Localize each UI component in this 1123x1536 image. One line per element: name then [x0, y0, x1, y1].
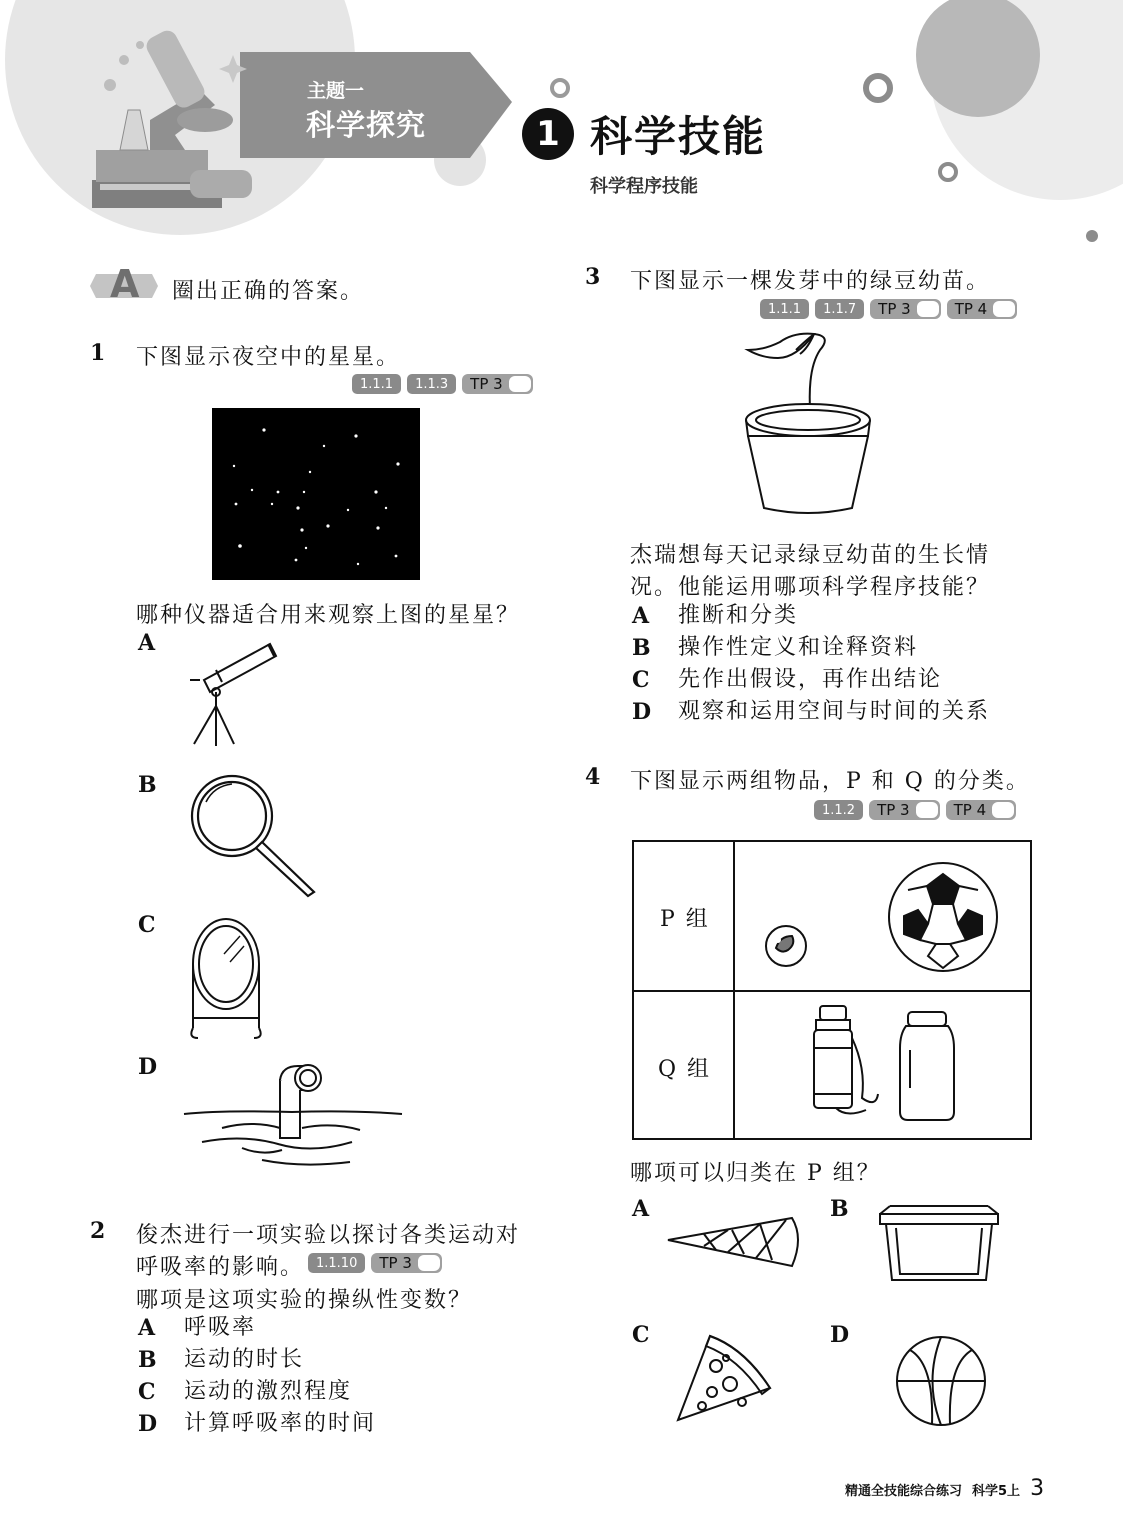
- q1-number: 1: [90, 340, 106, 366]
- q2-option-letter: A: [138, 1315, 158, 1341]
- magnifying-glass-icon[interactable]: [188, 772, 320, 898]
- q1-tp-label: TP 3: [470, 375, 503, 393]
- q3-tp-badge: [947, 299, 1018, 319]
- plastic-container-icon[interactable]: [876, 1204, 1002, 1286]
- q3-option[interactable]: [632, 632, 990, 664]
- q3-option-letter: A: [632, 603, 652, 629]
- q3-option-text: 推断和分类: [678, 603, 799, 628]
- bean-sprout-pot-image: [738, 328, 878, 520]
- table-row-divider: [634, 990, 1030, 992]
- q2-text-line2: 呼吸率的影响。: [136, 1255, 305, 1280]
- q2-option-text: 运动的激烈程度: [184, 1379, 353, 1404]
- q1-tags: [352, 374, 533, 394]
- q3-option-letter: B: [632, 635, 653, 661]
- q2-option-text: 呼吸率: [184, 1315, 257, 1340]
- q3-options: [632, 600, 990, 728]
- q4-tp-box: [916, 802, 938, 818]
- q3-text: 下图显示一棵发芽中的绿豆幼苗。: [630, 269, 991, 294]
- q3-question-line1: 杰瑞想每天记录绿豆幼苗的生长情: [630, 543, 991, 568]
- section-instruction: 圈出正确的答案。: [172, 279, 365, 304]
- night-sky-image: [212, 408, 420, 580]
- group-p-label: P 组: [660, 907, 710, 932]
- q1-option-d-letter[interactable]: D: [138, 1054, 158, 1080]
- q2-options: [138, 1312, 376, 1440]
- q4-tp-box: [992, 802, 1014, 818]
- q3-option[interactable]: [632, 600, 990, 632]
- q3-number: 3: [585, 264, 601, 290]
- footer-subject: 科学5上: [972, 1484, 1021, 1499]
- q2-text-line1: 俊杰进行一项实验以探讨各类运动对: [136, 1223, 521, 1248]
- q3-tp-box: [993, 301, 1015, 317]
- theme-title: 科学探究: [306, 108, 427, 142]
- basketball-icon[interactable]: [894, 1334, 988, 1428]
- q4-text: 下图显示两组物品，P 和 Q 的分类。: [630, 769, 1030, 794]
- page-number: 3: [1030, 1476, 1045, 1501]
- q3-option[interactable]: [632, 696, 990, 728]
- q1-tag: 1.1.3: [407, 374, 456, 394]
- q1-tp-badge: [462, 374, 533, 394]
- table-col-divider: [733, 842, 735, 1138]
- q3-option-letter: D: [632, 699, 654, 725]
- q2-tp-badge: [371, 1253, 442, 1273]
- group-q-label: Q 组: [658, 1057, 712, 1082]
- q3-option[interactable]: [632, 664, 990, 696]
- q4-tags: [814, 800, 1016, 820]
- q4-tp-badge: [946, 800, 1017, 820]
- q2-option[interactable]: [138, 1344, 376, 1376]
- periscope-icon[interactable]: [182, 1060, 404, 1172]
- q2-option[interactable]: [138, 1376, 376, 1408]
- q2-option[interactable]: [138, 1408, 376, 1440]
- q2-option-letter: C: [138, 1379, 158, 1405]
- q4-option-c-letter[interactable]: C: [632, 1322, 650, 1348]
- q3-tag: 1.1.7: [815, 299, 864, 319]
- footer-book-title: 精通全技能综合练习: [845, 1484, 963, 1499]
- q1-option-c-letter[interactable]: C: [138, 912, 156, 938]
- q2-option-letter: B: [138, 1347, 159, 1373]
- mirror-icon[interactable]: [186, 914, 266, 1046]
- chapter-number-badge: [522, 108, 574, 160]
- q3-tp-label: TP 4: [954, 300, 988, 318]
- q3-option-text: 先作出假设，再作出结论: [678, 667, 943, 692]
- q3-tp-box: [917, 301, 939, 317]
- theme-label: 主题一: [307, 80, 365, 102]
- chapter-subtitle: 科学程序技能: [590, 176, 698, 197]
- q2-tags: [308, 1253, 442, 1273]
- q3-option-text: 观察和运用空间与时间的关系: [678, 699, 991, 724]
- section-badge: [90, 262, 158, 306]
- telescope-icon[interactable]: [186, 636, 286, 752]
- marble-icon: [762, 922, 810, 970]
- q3-tp-label: TP 3: [878, 300, 911, 318]
- flask-bottle-icon: [806, 998, 886, 1122]
- q2-tp-label: TP 3: [379, 1254, 412, 1272]
- q1-option-b-letter[interactable]: B: [138, 772, 157, 798]
- q3-option-text: 操作性定义和诠释资料: [678, 635, 919, 660]
- soccer-ball-icon: [886, 860, 1000, 974]
- q2-option-text: 计算呼吸率的时间: [184, 1411, 377, 1436]
- q2-tp-box: [418, 1255, 440, 1271]
- ice-cream-cone-icon[interactable]: [664, 1212, 804, 1270]
- q1-question: 哪种仪器适合用来观察上图的星星？: [136, 603, 521, 628]
- q2-option[interactable]: [138, 1312, 376, 1344]
- q4-number: 4: [585, 764, 601, 790]
- q3-question-line2: 况。他能运用哪项科学程序技能？: [630, 575, 991, 600]
- q2-number: 2: [90, 1218, 106, 1244]
- q4-tp-label: TP 4: [953, 801, 987, 819]
- q2-tag: 1.1.10: [308, 1253, 365, 1273]
- pizza-slice-icon[interactable]: [672, 1332, 776, 1426]
- q1-text: 下图显示夜空中的星星。: [136, 345, 401, 370]
- q1-tp-box: [509, 376, 531, 392]
- q4-option-b-letter[interactable]: B: [830, 1196, 849, 1222]
- q4-option-d-letter[interactable]: D: [830, 1322, 850, 1348]
- q2-question: 哪项是这项实验的操纵性变数？: [136, 1288, 473, 1313]
- q3-tp-badge: [870, 299, 941, 319]
- section-badge-letter: A: [110, 262, 140, 306]
- q2-option-letter: D: [138, 1411, 160, 1437]
- q4-option-a-letter[interactable]: A: [632, 1196, 650, 1222]
- q4-question: 哪项可以归类在 P 组？: [630, 1161, 881, 1186]
- q4-tag: 1.1.2: [814, 800, 863, 820]
- q3-tag: 1.1.1: [760, 299, 809, 319]
- chapter-number: 1: [536, 114, 560, 154]
- q4-tp-badge: [869, 800, 940, 820]
- footer: [845, 1476, 1044, 1501]
- q3-tags: [760, 299, 1017, 319]
- q3-option-letter: C: [632, 667, 652, 693]
- q2-option-text: 运动的时长: [184, 1347, 305, 1372]
- q1-tag: 1.1.1: [352, 374, 401, 394]
- glass-jar-icon: [896, 1008, 958, 1124]
- chapter-title: 科学技能: [590, 112, 767, 161]
- q1-option-a-letter[interactable]: A: [138, 630, 156, 656]
- q4-tp-label: TP 3: [877, 801, 910, 819]
